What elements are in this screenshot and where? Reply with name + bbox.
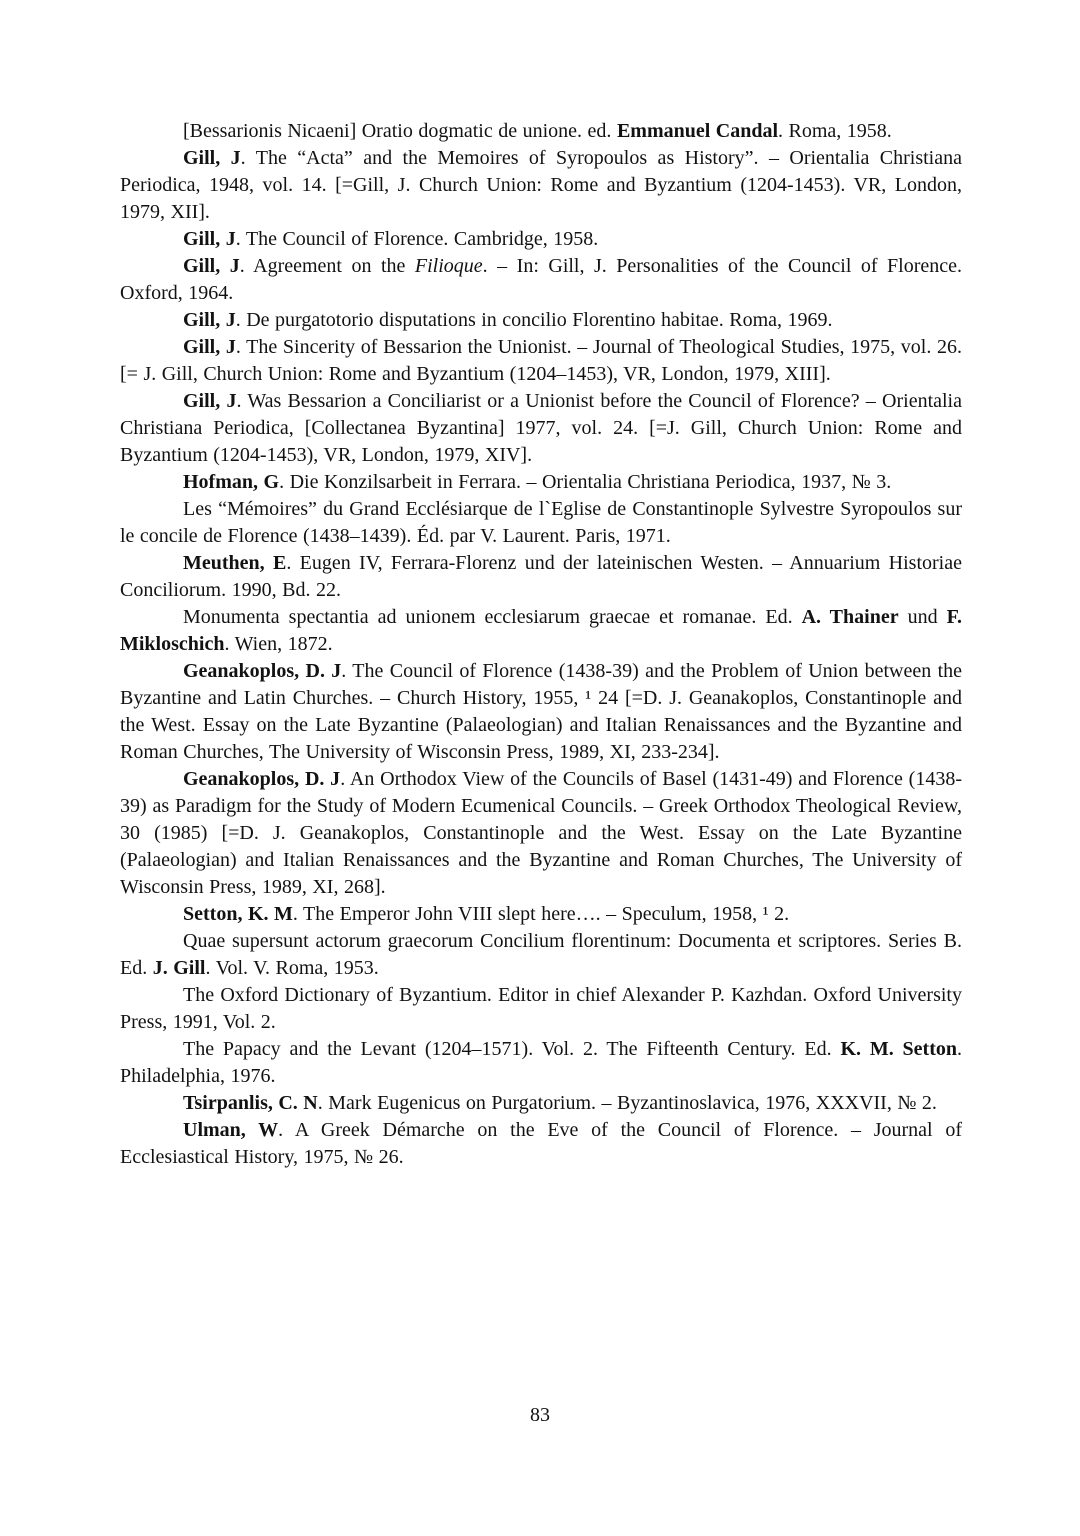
- entry-text: . De purgatotorio disputations in concilio Florentino habitae. Roma, 1969.: [235, 309, 833, 331]
- entry-author: Gill, J: [183, 336, 236, 358]
- entry-text: . Agreement on the: [239, 255, 415, 277]
- entry-text: . Die Konzilsarbeit in Ferrara. – Orientalia Christiana Periodica, 1937, № 3.: [279, 471, 892, 493]
- bibliography-entry: [120, 1090, 962, 1117]
- bibliography-entry: [120, 1117, 962, 1171]
- entry-text: . The Council of Florence (1438-39) and the Problem of Union between the Byzantine and Latin Churches. – Church History, 1955, ¹ 24 [=D. J. Geanakoplos, Constantinople and the West. Essay on the Late Byzantine (Palaeologian) and Italian Renaissances and the Byzantine and Roman Churches, The University of Wisconsin Press, 1989, XI, 233-234].: [120, 660, 962, 763]
- bibliography-entry: [120, 658, 962, 766]
- entry-text: . Was Bessarion a Conciliarist or a Unionist before the Council of Florence? – Orientalia Christiana Periodica, [Collectanea Byzantina] 1977, vol. 24. [=J. Gill, Church Union: Rome and Byzantium (1204-1453), VR, London, 1979, XIV].: [120, 390, 962, 466]
- page-number: 83: [530, 1404, 550, 1426]
- bibliography-entry: [120, 766, 962, 901]
- entry-text: . Philadelphia, 1976.: [120, 1038, 962, 1087]
- entry-text: . Mark Eugenicus on Purgatorium. – Byzantinoslavica, 1976, XXXVII, № 2.: [317, 1092, 937, 1114]
- bibliography-entry: [120, 550, 962, 604]
- bibliography-entry: [120, 982, 962, 1036]
- entry-author: Ulman, W: [183, 1119, 279, 1141]
- entry-author: Gill, J: [183, 228, 236, 250]
- entry-author: A. Thainer: [801, 606, 899, 628]
- entry-text: . The Sincerity of Bessarion the Unionist. – Journal of Theological Studies, 1975, vol. 26. [= J. Gill, Church Union: Rome and Byzantium (1204–1453), VR, London, 1979, XIII].: [120, 336, 963, 385]
- entry-text: . The “Acta” and the Memoires of Syropoulos as History”. – Orientalia Christiana Periodica, 1948, vol. 14. [=Gill, J. Church Union: Rome and Byzantium (1204-1453). VR, London, 1979, XII].: [120, 147, 962, 223]
- bibliography-entry: [120, 253, 962, 307]
- entry-author: Setton, K. M: [183, 903, 293, 925]
- bibliography-entry: [120, 226, 962, 253]
- entry-text: . Vol. V. Roma, 1953.: [205, 957, 379, 979]
- bibliography-entry: [120, 901, 962, 928]
- entry-text: [Bessarionis Nicaeni] Oratio dogmatic de unione. ed.: [183, 120, 617, 142]
- entry-text: Monumenta spectantia ad unionem ecclesiarum graecae et romanae. Ed.: [183, 606, 802, 628]
- entry-author: Geanakoplos, D. J: [183, 768, 341, 790]
- entry-text: und: [898, 606, 947, 628]
- entry-text: . A Greek Démarche on the Eve of the Council of Florence. – Journal of Ecclesiastical History, 1975, № 26.: [120, 1119, 962, 1168]
- entry-author: Gill, J: [183, 309, 236, 331]
- entry-author: Tsirpanlis, C. N: [183, 1092, 318, 1114]
- entry-author: Gill, J: [183, 147, 241, 169]
- entry-author: F. Mikloschich: [120, 606, 962, 655]
- entry-title-italic: Filioque: [414, 255, 483, 277]
- entry-author: Emmanuel Candal: [616, 120, 779, 142]
- entry-text: . The Council of Florence. Cambridge, 1958.: [235, 228, 599, 250]
- entry-text: . Wien, 1872.: [224, 633, 333, 655]
- entry-text: Quae supersunt actorum graecorum Concilium florentinum: Documenta et scriptores. Series B. Ed.: [120, 930, 962, 979]
- bibliography-entry: [120, 118, 962, 145]
- entry-text: The Oxford Dictionary of Byzantium. Editor in chief Alexander P. Kazhdan. Oxford University Press, 1991, Vol. 2.: [120, 984, 962, 1033]
- entry-text: . – In: Gill, J. Personalities of the Council of Florence. Oxford, 1964.: [120, 255, 963, 304]
- entry-author: J. Gill: [152, 957, 206, 979]
- bibliography-entry: [120, 928, 962, 982]
- entry-author: Gill, J: [183, 255, 240, 277]
- bibliography-entry: [120, 145, 962, 226]
- entry-text: . Roma, 1958.: [778, 120, 892, 142]
- bibliography-entry: [120, 1036, 962, 1090]
- entry-text: . The Emperor John VIII slept here…. – Speculum, 1958, ¹ 2.: [292, 903, 790, 925]
- entry-text: The Papacy and the Levant (1204–1571). Vol. 2. The Fifteenth Century. Ed.: [183, 1038, 841, 1060]
- bibliography-entry: [120, 469, 962, 496]
- entry-author: Gill, J: [183, 390, 237, 412]
- entry-author: K. M. Setton: [840, 1038, 957, 1060]
- bibliography-entry: [120, 307, 962, 334]
- entry-author: Hofman, G: [183, 471, 280, 493]
- entry-text: . An Orthodox View of the Councils of Basel (1431-49) and Florence (1438-39) as Paradigm for the Study of Modern Ecumenical Councils. – Greek Orthodox Theological Review, 30 (1985) [=D. J. Geanakoplos, Constantinople and the West. Essay on the Late Byzantine (Palaeologian) and Italian Renaissances and the Byzantine and Roman Churches, The University of Wisconsin Press, 1989, XI, 268].: [120, 768, 962, 898]
- bibliography-list: [120, 118, 962, 1171]
- entry-text: Les “Mémoires” du Grand Ecclésiarque de l`Eglise de Constantinople Sylvestre Syropoulos sur le concile de Florence (1438–1439). Éd. par V. Laurent. Paris, 1971.: [120, 498, 962, 547]
- bibliography-entry: [120, 496, 962, 550]
- entry-text: . Eugen IV, Ferrara-Florenz und der lateinischen Westen. – Annuarium Historiae Conciliorum. 1990, Bd. 22.: [120, 552, 962, 601]
- entry-author: Meuthen, E: [183, 552, 287, 574]
- entry-author: Geanakoplos, D. J: [183, 660, 342, 682]
- bibliography-entry: [120, 334, 962, 388]
- bibliography-entry: [120, 388, 962, 469]
- bibliography-entry: [120, 604, 962, 658]
